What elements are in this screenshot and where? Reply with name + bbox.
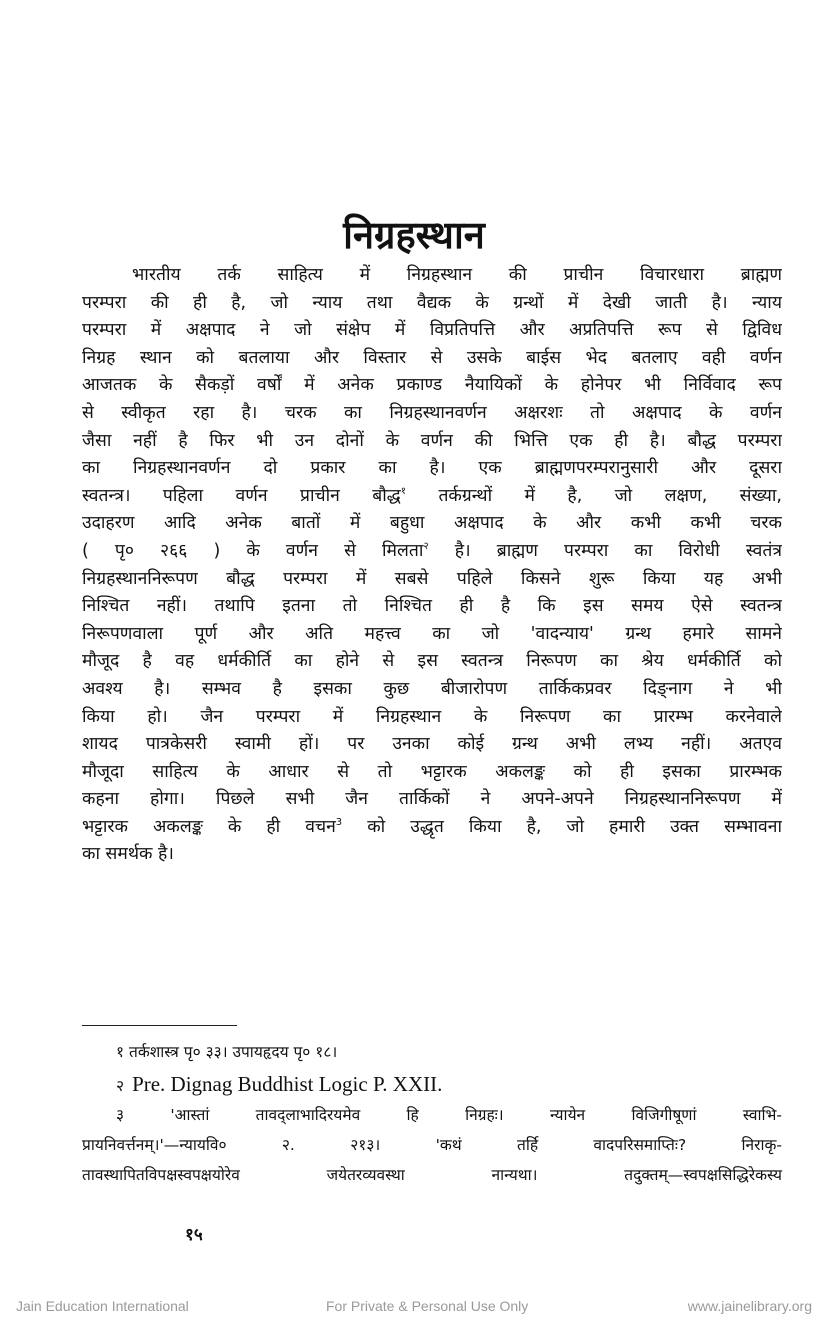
paragraph-line	[82, 814, 782, 842]
paragraph-line: उदाहरण आदि अनेक बातों में बहुधा अक्षपाद के और कभी कभी चरक	[82, 513, 782, 534]
paragraph-line: का समर्थक है।	[82, 844, 174, 865]
line-text: स्वतन्त्र। पहिला वर्णन प्राचीन बौद्ध	[82, 485, 401, 506]
paragraph-line: परम्परा में अक्षपाद ने जो संक्षेप में विप्रतिपत्ति और अप्रतिपत्ति रूप से द्विविध	[82, 320, 782, 341]
footer	[0, 1298, 828, 1318]
paragraph-line: से स्वीकृत रहा है। चरक का निग्रहस्थानवर्णन अक्षरशः तो अक्षपाद के वर्णन	[82, 402, 782, 423]
footnote-3-line: प्रायनिवर्त्तनम्।'—न्यायवि० २. २१३। 'कथं तर्हि वादपरिसमाप्तिः? निराकृ-	[82, 1136, 782, 1154]
paragraph-line	[82, 538, 782, 566]
line-text: भट्टारक अकलङ्क के ही वचन	[82, 816, 336, 837]
paragraph-line: निग्रहस्थाननिरूपण बौद्ध परम्परा में सबसे पहिले किसने शुरू किया यह अभी	[82, 568, 782, 589]
page-title: निग्रहस्थान	[343, 213, 485, 257]
footnotes	[82, 1036, 782, 1190]
line-text: ( पृ० २६६ ) के वर्णन से मिलता	[82, 540, 424, 561]
paragraph-line: जैसा नहीं है फिर भी उन दोनों के वर्णन की भित्ति एक ही है। बौद्ध परम्परा	[82, 430, 782, 451]
paragraph-line: आजतक के सैकड़ों वर्षों में अनेक प्रकाण्ड नैयायिकों के होनेपर भी निर्विवाद रूप	[82, 375, 782, 396]
paragraph-line: कहना होगा। पिछले सभी जैन तार्किकों ने अपने-अपने निग्रहस्थाननिरूपण में	[82, 789, 782, 810]
footnote-ref-2[interactable]: २	[423, 541, 429, 553]
footnote-divider	[82, 1025, 237, 1026]
paragraph-line: मौजूदा साहित्य के आधार से तो भट्टारक अकलङ्क को ही इसका प्रारम्भक	[82, 761, 782, 782]
line-text: को उद्धृत किया है, जो हमारी उक्त सम्भावना	[367, 816, 782, 837]
paragraph-line: निश्चित नहीं। तथापि इतना तो निश्चित ही है कि इस समय ऐसे स्वतन्त्र	[82, 596, 782, 617]
footnote-3-line: ३ 'आस्तां तावद्लाभादिरयमेव हि निग्रहः। न्यायेन विजिगीषूणां स्वाभि-	[116, 1106, 782, 1124]
footer-publisher: Jain Education International	[16, 1298, 189, 1314]
footnote-ref-1[interactable]: १	[400, 485, 406, 497]
footnote-2-number: २	[116, 1077, 125, 1095]
footnote-ref-3[interactable]: 3	[335, 817, 343, 829]
paragraph-line: मौजूद है वह धर्मकीर्ति का होने से इस स्वतन्त्र निरूपण का श्रेय धर्मकीर्ति को	[82, 651, 782, 672]
line-text: तर्कग्रन्थों में है, जो लक्षण, संख्या,	[438, 485, 782, 506]
footnote-3-line: तावस्थापितविपक्षस्वपक्षयोरेव जयेतरव्यवस्था नान्यथा। तदुक्तम्—स्वपक्षसिद्धिरेकस्य	[82, 1166, 782, 1184]
paragraph-line: का निग्रहस्थानवर्णन दो प्रकार का है। एक ब्राह्मणपरम्परानुसारी और दूसरा	[82, 458, 782, 479]
paragraph-line: भारतीय तर्क साहित्य में निग्रहस्थान की प्राचीन विचारधारा ब्राह्मण	[132, 265, 782, 285]
line-text: है। ब्राह्मण परम्परा का विरोधी स्वतंत्र	[454, 540, 782, 561]
footnote-2-text: Pre. Dignag Buddhist Logic P. XXII.	[132, 1072, 443, 1096]
footnote-2	[82, 1068, 782, 1100]
page-number: १५	[185, 1225, 203, 1245]
footer-usage-notice: For Private & Personal Use Only	[326, 1298, 529, 1314]
paragraph-line: परम्परा की ही है, जो न्याय तथा वैद्यक के ग्रन्थों में देखी जाती है। न्याय	[82, 292, 782, 313]
paragraph-line: निरूपणवाला पूर्ण और अति महत्त्व का जो 'वादन्याय' ग्रन्थ हमारे सामने	[82, 623, 782, 644]
paragraph-line: अवश्य है। सम्भव है इसका कुछ बीजारोपण तार्किकप्रवर दिङ्नाग ने भी	[82, 678, 782, 699]
footnote-1: १ तर्कशास्त्र पृ० ३३। उपायहृदय पृ० १८।	[116, 1043, 338, 1061]
footer-website-link[interactable]: www.jainelibrary.org	[687, 1298, 812, 1314]
paragraph-line	[82, 483, 782, 511]
main-paragraph	[82, 262, 782, 869]
paragraph-line: निग्रह स्थान को बतलाया और विस्तार से उसके बाईस भेद बतलाए वही वर्णन	[82, 347, 782, 368]
paragraph-line: किया हो। जैन परम्परा में निग्रहस्थान के निरूपण का प्रारम्भ करनेवाले	[82, 706, 782, 727]
paragraph-line: शायद पात्रकेसरी स्वामी हों। पर उनका कोई ग्रन्थ अभी लभ्य नहीं। अतएव	[82, 734, 782, 755]
